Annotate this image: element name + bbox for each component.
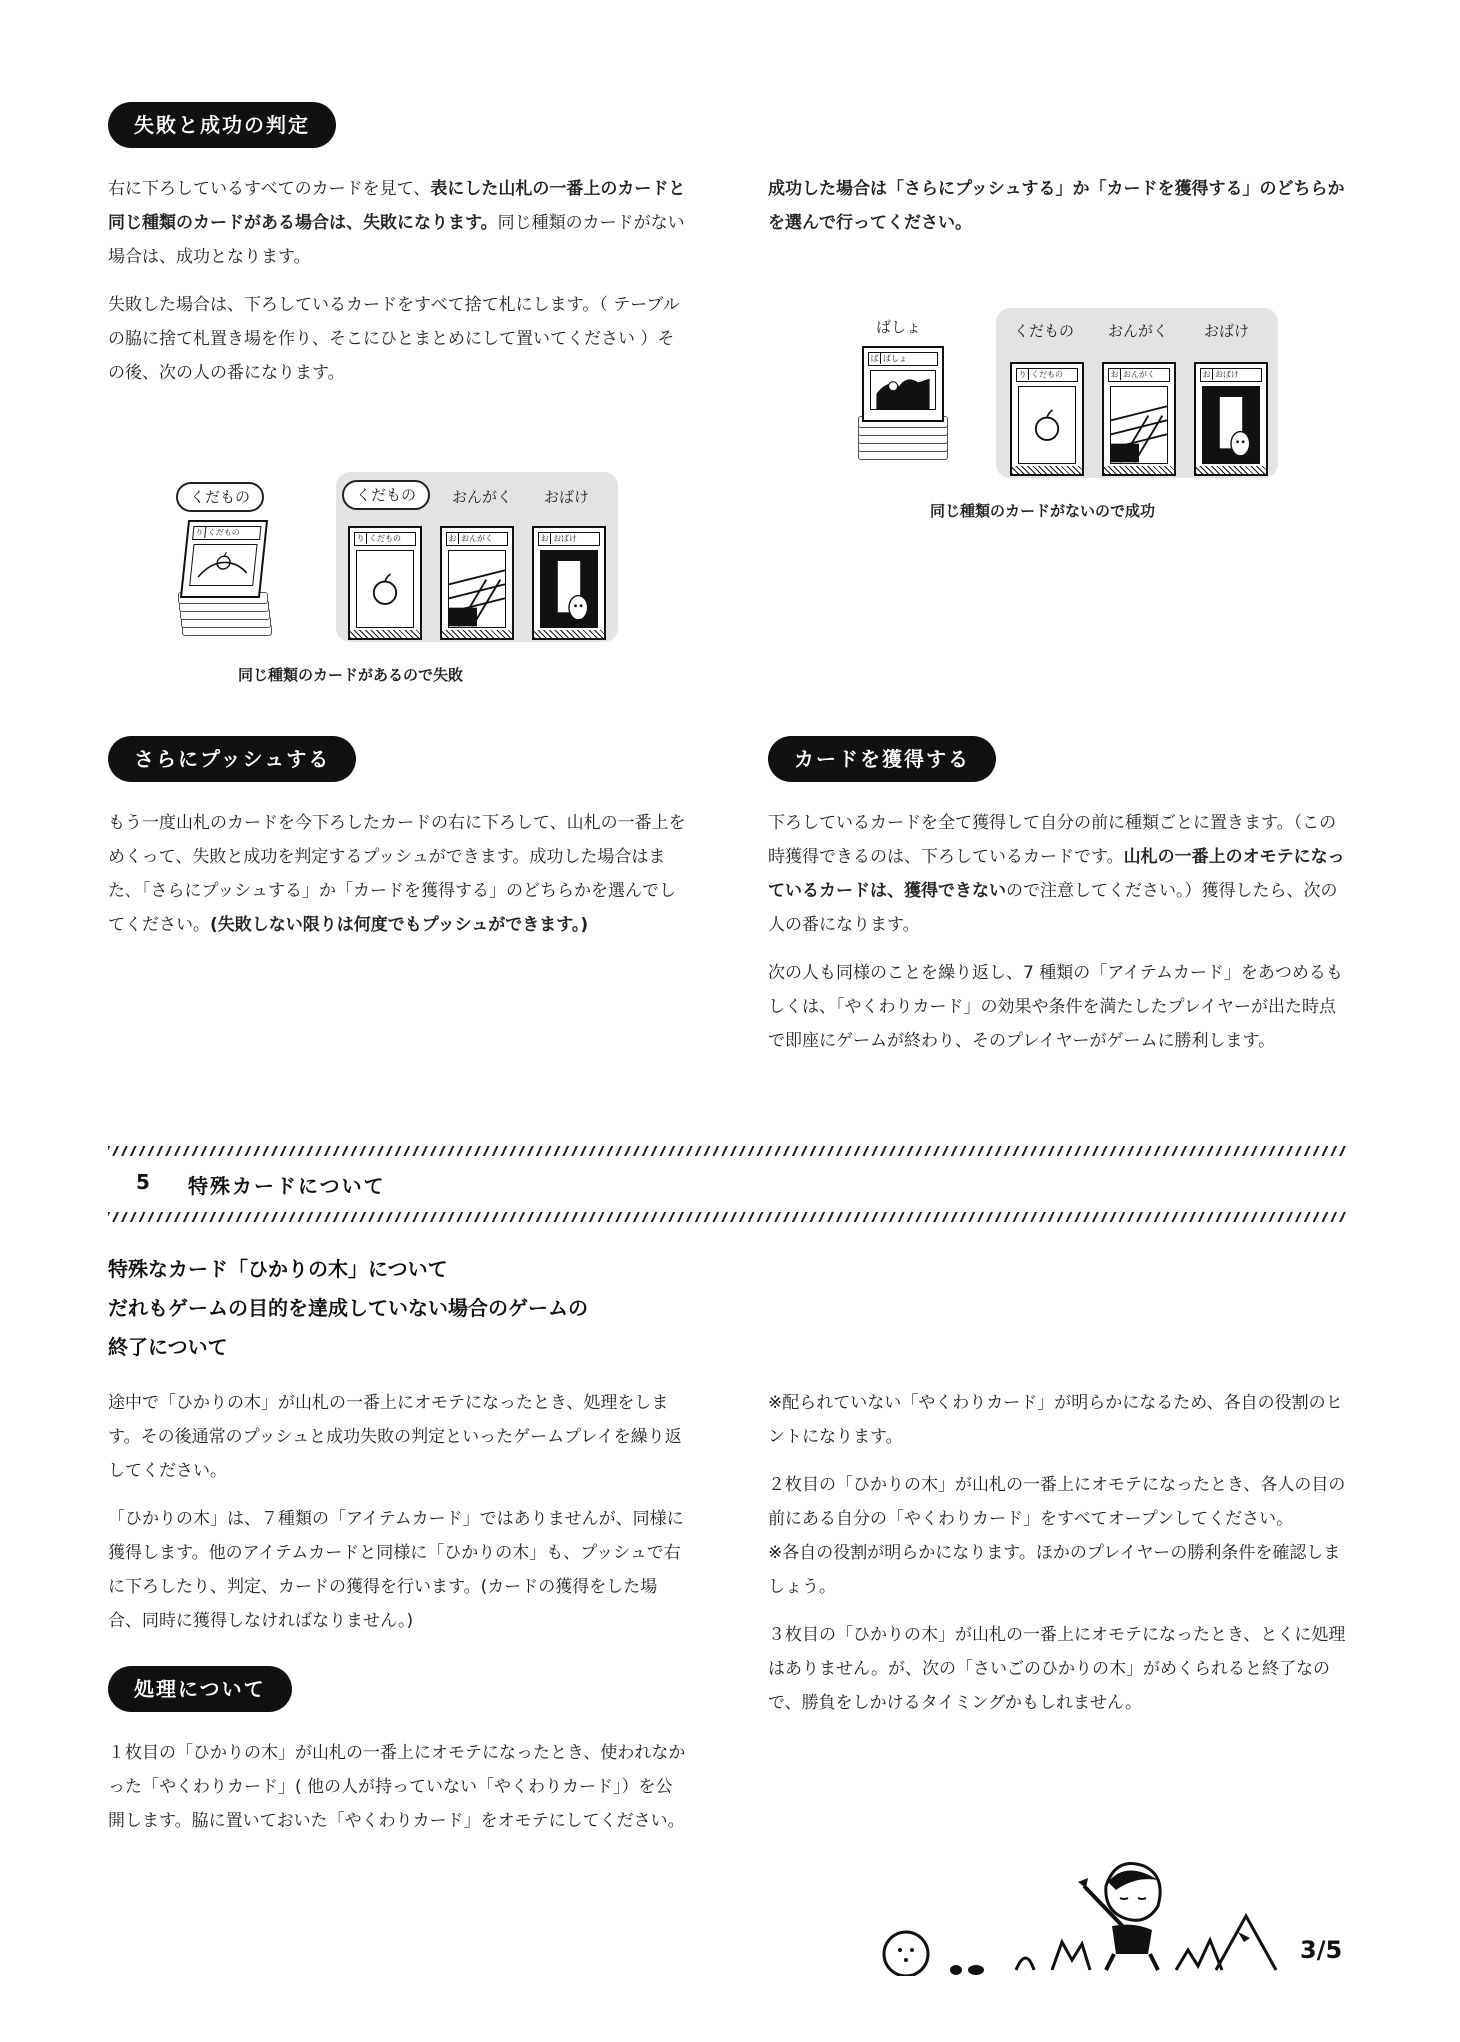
- section-title-special: 特殊カードについて: [188, 1174, 386, 1198]
- judge-right-para: 成功した場合は「さらにプッシュする」か「カードを獲得する」のどちらかを選んで行ってください。: [768, 179, 1345, 233]
- ghost-icon: [1203, 387, 1259, 463]
- place-scene-icon: [871, 371, 935, 409]
- fail-deck-label: くだもの: [176, 482, 264, 512]
- fail-deck-stack: [178, 520, 278, 640]
- apple-hand-icon: [190, 545, 256, 585]
- special-left-para-2: 「ひかりの木」は、７種類の「アイテムカード」ではありませんが、同様に獲得します。他のアイテムカードと同様に「ひかりの木」も、プッシュで右に下ろしたり、判定、カードの獲得を行います。(カードの獲得をした場合、同時に獲得しなければなりません。): [108, 1509, 684, 1631]
- fail-caption: 同じ種類のカードがあるので失敗: [238, 666, 464, 684]
- acquire-text: [768, 806, 1348, 1072]
- special-heading-line-1: 特殊なカード「ひかりの木」について: [108, 1257, 448, 1281]
- section-divider-bottom: [108, 1212, 1348, 1222]
- push-para-b: (失敗しない限りは何度でもプッシュができます。): [210, 915, 589, 935]
- success-tray-label-ghost: おばけ: [1204, 322, 1250, 340]
- special-left-text: [108, 1386, 688, 1652]
- fail-card-ghost: お おばけ: [532, 526, 606, 640]
- ghost-icon: [541, 551, 597, 627]
- judge-left-text: [108, 172, 688, 404]
- special-right-text: [768, 1386, 1348, 1734]
- success-tray-label-fruit: くだもの: [1014, 322, 1075, 340]
- success-caption: 同じ種類のカードがないので成功: [930, 502, 1156, 520]
- judge-para-2: 失敗した場合は、下ろしているカードをすべて捨て札にします。（ テーブルの脇に捨て札置き場を作り、そこにひとまとめにして置いてください ）その後、次の人の番になります。: [108, 295, 680, 383]
- footer-character-illustration: [876, 1846, 1296, 1976]
- push-para: [108, 806, 688, 942]
- judge-para-1c: 同じ種類のカードがない場合は、成功となります。: [108, 213, 685, 267]
- special-right-para-2: ２枚目の「ひかりの木」が山札の一番上にオモテになったとき、各人の目の前にある自分の「やくわりカード」をすべてオープンしてください。: [768, 1475, 1346, 1529]
- judge-right-text: [768, 172, 1348, 254]
- judge-para-1b: 表にした山札の一番上のカードと同じ種類のカードがある場合は、失敗になります。: [108, 179, 686, 233]
- judge-para-1a: 右に下ろしているすべてのカードを見て、: [108, 179, 431, 199]
- section-title-process: 処理について: [108, 1666, 292, 1712]
- section-title-acquire: カードを獲得する: [768, 736, 996, 782]
- acquire-para-2: 次の人も同様のことを繰り返し、7 種類の「アイテムカード」をあつめるもしくは、「やくわりカード」の効果や条件を満たしたプレイヤーが出た時点で即座にゲームが終わり、そのプレイヤーがゲームに勝利します。: [768, 963, 1343, 1051]
- special-heading-line-3: 終了について: [108, 1335, 228, 1359]
- fail-tray-label-fruit: くだもの: [342, 480, 430, 510]
- success-card-fruit: り くだもの: [1010, 362, 1084, 476]
- acquire-para-1b: 山札の一番上のオモテになっているカードは、獲得できない: [768, 847, 1345, 901]
- fail-tray-label-ghost: おばけ: [544, 488, 590, 506]
- acquire-para-1: [768, 806, 1348, 942]
- success-card-ghost: お おばけ: [1194, 362, 1268, 476]
- push-text: [108, 806, 688, 956]
- special-right-para-4: ３枚目の「ひかりの木」が山札の一番上にオモテになったとき、とくに処理はありません。が、次の「さいごのひかりの木」がめくられると終了なので、勝負をしかけるタイミングかもしれません。: [768, 1625, 1346, 1713]
- apple-icon: [357, 551, 413, 627]
- page-number: 3/5: [1300, 1936, 1343, 1964]
- section-number: 5: [136, 1170, 152, 1194]
- push-para-a: もう一度山札のカードを今下ろしたカードの右に下ろして、山札の一番上をめくって、失敗と成功を判定するプッシュができます。成功した場合はまた､「さらにプッシュする」か「カードを獲得する」のどちらかを選んでしてください。: [108, 813, 686, 935]
- fail-card-music: お おんがく: [440, 526, 514, 640]
- piano-icon: [449, 551, 505, 627]
- special-heading-line-2: だれもゲームの目的を達成していない場合のゲームの: [108, 1296, 588, 1320]
- success-tray-label-music: おんがく: [1108, 322, 1169, 340]
- section-title-judge: 失敗と成功の判定: [108, 102, 336, 148]
- special-right-para-1: ※配られていない「やくわりカード」が明らかになるため、各自の役割のヒントになります。: [768, 1393, 1343, 1447]
- piano-icon: [1111, 387, 1167, 463]
- success-deck-label: ばしょ: [876, 318, 922, 336]
- fail-deck-top-card: り くだもの: [180, 520, 268, 598]
- apple-icon: [1019, 387, 1075, 463]
- section-divider-top: [108, 1146, 1348, 1156]
- success-card-music: お おんがく: [1102, 362, 1176, 476]
- acquire-para-1a: 下ろしているカードを全て獲得して自分の前に種類ごとに置きます。（この時獲得できるのは、下ろしているカードです。: [768, 813, 1337, 867]
- special-left-para-1: 途中で「ひかりの木」が山札の一番上にオモテになったとき、処理をします。その後通常のプッシュと成功失敗の判定といったゲームプレイを繰り返してください。: [108, 1393, 682, 1481]
- acquire-para-1c: ので注意してください。）獲得したら、次の人の番になります。: [768, 881, 1338, 935]
- process-para: １枚目の「ひかりの木」が山札の一番上にオモテになったとき、使われなかった「やくわりカード」( 他の人が持っていない「やくわりカード」）を公開します。脇に置いておいた「やくわりカード」をオモテにしてください。: [108, 1743, 686, 1831]
- success-deck-top-card: ば ばしょ: [862, 346, 944, 422]
- process-text: [108, 1736, 688, 1852]
- judge-para-1: [108, 172, 688, 274]
- success-deck-stack: [858, 346, 958, 466]
- fail-card-fruit: り くだもの: [348, 526, 422, 640]
- section-title-push: さらにプッシュする: [108, 736, 356, 782]
- special-right-para-3: ※各自の役割が明らかになります。ほかのプレイヤーの勝利条件を確認しましょう。: [768, 1543, 1341, 1597]
- fail-tray-label-music: おんがく: [452, 488, 513, 506]
- special-heading: [108, 1250, 808, 1367]
